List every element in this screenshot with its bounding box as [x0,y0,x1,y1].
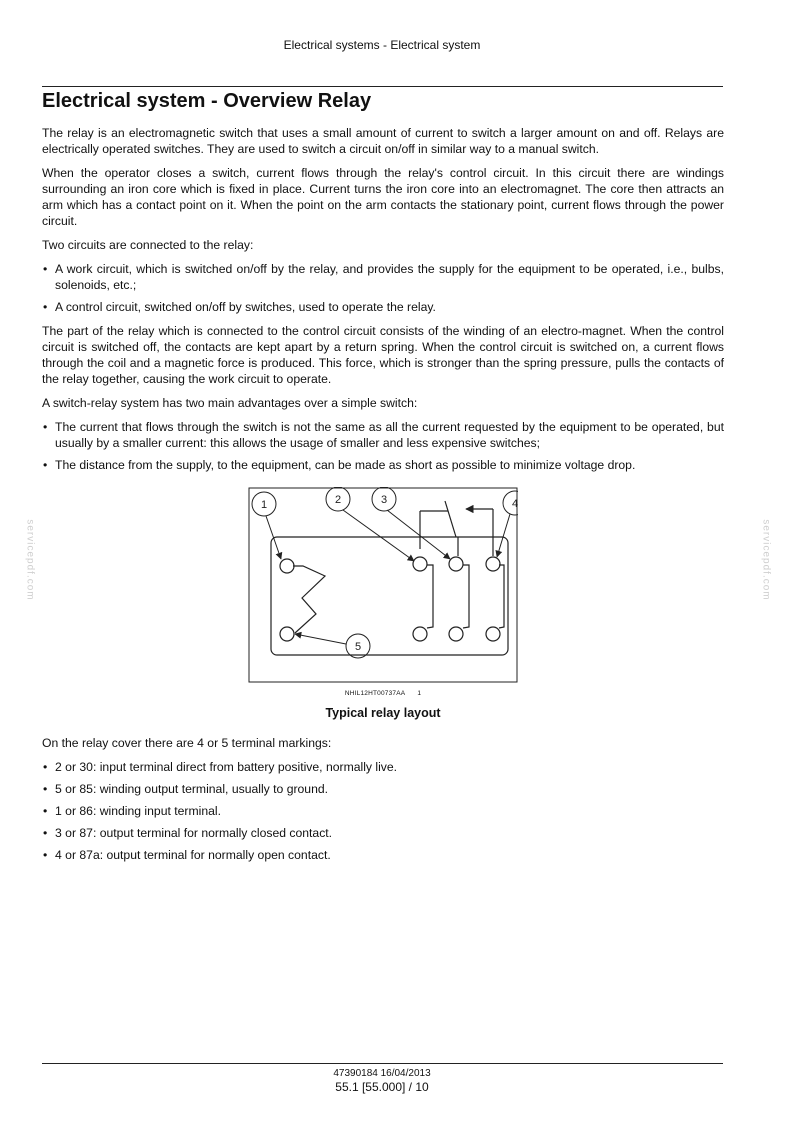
running-header: Electrical systems - Electrical system [283,38,481,52]
callout-2-label: 2 [334,494,342,506]
leader-5 [295,634,346,644]
intro-paragraph: The relay is an electromagnetic switch that uses a small amount of current to switch a larger amount on and off. Relays are electrically operated switches. They are used to switch a circuit on/off in similar way to a manual switch. [42,126,724,156]
header-rule [42,86,723,87]
callout-1-label: 1 [260,499,268,511]
terminal-a-point [413,627,427,641]
list-item: • A work circuit, which is switched on/off by the relay, and provides the supply for the equipment to be operated, i.e., bulbs, solenoids, etc.; [42,261,724,293]
watermark-left: servicepdf.com [24,519,36,601]
list-item: • 2 or 30: input terminal direct from battery positive, normally live. [42,759,724,775]
link-3 [463,565,469,628]
control-circuit-paragraph: The part of the relay which is connected to the control circuit consists of the winding of an electro-magnet. When the control circuit is switched off, the contacts are kept apart by a return spring. When the control circuit is switched on, a current flows through the coil and a magnetic force is produced. This force, which is stronger than the spring pressure, pulls the contacts of the relay together, causing the work circuit to operate. [42,324,724,386]
terminal-3-point [449,557,463,571]
terminal-c-point [486,627,500,641]
footer-page-number: 55.1 [55.000] / 10 [335,1080,429,1094]
coil-winding [293,566,325,633]
advantages-intro-paragraph: A switch-relay system has two main advantages over a simple switch: [42,396,418,410]
list-item: • 5 or 85: winding output terminal, usually to ground. [42,781,724,797]
diagram-frame [249,488,517,682]
list-item: • 3 or 87: output terminal for normally closed contact. [42,825,724,841]
terminal-b-point [449,627,463,641]
list-item: • A control circuit, switched on/off by switches, used to operate the relay. [42,299,724,315]
terminals-list [42,759,724,863]
callout-3-label: 3 [380,494,388,506]
list-item: • The distance from the supply, to the equipment, can be made as short as possible to minimize voltage drop. [42,457,724,473]
relay-figure [42,487,724,721]
footer-rule [42,1063,723,1064]
relay-base-outline [271,537,508,655]
terminal-1-point [280,559,294,573]
callout-4-label: 4 [511,498,518,510]
list-item: • 1 or 86: winding input terminal. [42,803,724,819]
terminal-5-point [280,627,294,641]
circuit-list [42,261,724,315]
link-2 [427,565,433,628]
page-title: Electrical system - Overview Relay [42,90,372,112]
figure-reference [42,686,724,702]
switch-arm [445,501,456,537]
leader-3 [387,510,450,559]
watermark-right: servicepdf.com [760,519,772,601]
terminal-2-point [413,557,427,571]
figure-ref-number: 1 [417,690,422,697]
callout-5-label: 5 [354,641,362,653]
link-4 [499,565,504,628]
list-item: • The current that flows through the switch is not the same as all the current requested by the equipment to be operated, but usually by a smaller current: this allows the usage of smaller and less expensive switches; [42,419,724,451]
operation-paragraph: When the operator closes a switch, current flows through the relay's control circuit. In this circuit there are windings surrounding an iron core which is fixed in place. Current turns the iron core into an electromagnet. The core then attracts an arm which has a contact point on it. When the point on the arm contacts the stationary point, current flows through the power circuit. [42,166,724,228]
relay-layout-diagram [248,487,518,683]
terminals-intro-paragraph: On the relay cover there are 4 or 5 terminal markings: [42,736,332,750]
footer-doc-id: 47390184 16/04/2013 [333,1068,431,1079]
document-body [42,125,724,871]
figure-caption: Typical relay layout [325,706,441,720]
figure-image-ref: NHIL12HT00737AA [344,690,406,697]
leader-2 [343,510,414,561]
list-item: • 4 or 87a: output terminal for normally open contact. [42,847,724,863]
circuits-intro-paragraph: Two circuits are connected to the relay: [42,238,254,252]
terminal-4-point [486,557,500,571]
advantages-list [42,419,724,473]
